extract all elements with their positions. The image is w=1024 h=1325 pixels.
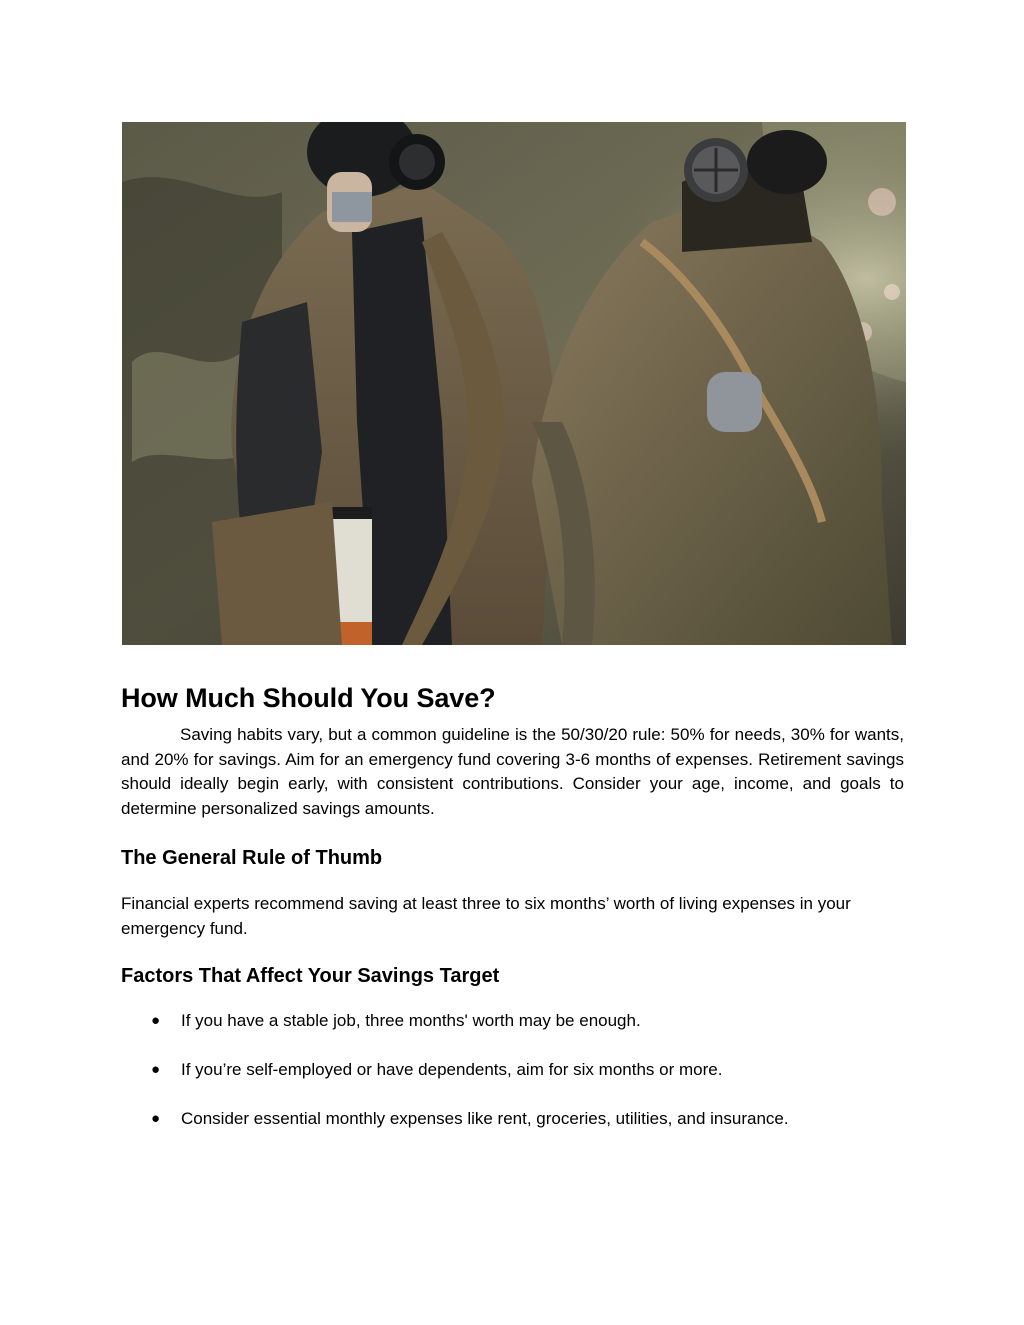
factors-list — [121, 1009, 904, 1131]
bullet-icon: ● — [151, 1110, 161, 1127]
list-item-text: If you have a stable job, three months' worth may be enough. — [181, 1011, 641, 1030]
page-title: How Much Should You Save? — [121, 683, 496, 713]
rule-of-thumb-paragraph: Financial experts recommend saving at least three to six months’ worth of living expenses in your emergency fund. — [121, 894, 851, 938]
bullet-icon: ● — [151, 1012, 161, 1029]
list-item — [121, 1009, 904, 1033]
section-heading-rule-of-thumb: The General Rule of Thumb — [121, 847, 383, 869]
article — [121, 681, 904, 1156]
list-item — [121, 1058, 904, 1082]
list-item-text: Consider essential monthly expenses like rent, groceries, utilities, and insurance. — [181, 1109, 789, 1128]
bullet-icon: ● — [151, 1061, 161, 1078]
section-heading-factors: Factors That Affect Your Savings Target — [121, 965, 500, 987]
hero-photo-illustration — [122, 122, 906, 645]
list-item — [121, 1107, 904, 1131]
list-item-text: If you’re self-employed or have dependents, aim for six months or more. — [181, 1060, 723, 1079]
hero-photo — [122, 122, 906, 645]
intro-paragraph: Saving habits vary, but a common guideline is the 50/30/20 rule: 50% for needs, 30% for wants, and 20% for savings. Aim for an emergency fund covering 3-6 months of expenses. Retirement savings should ideally begin early, with consistent contributions. Consider your age, income, and goals to determine personalized savings amounts. — [121, 725, 904, 818]
